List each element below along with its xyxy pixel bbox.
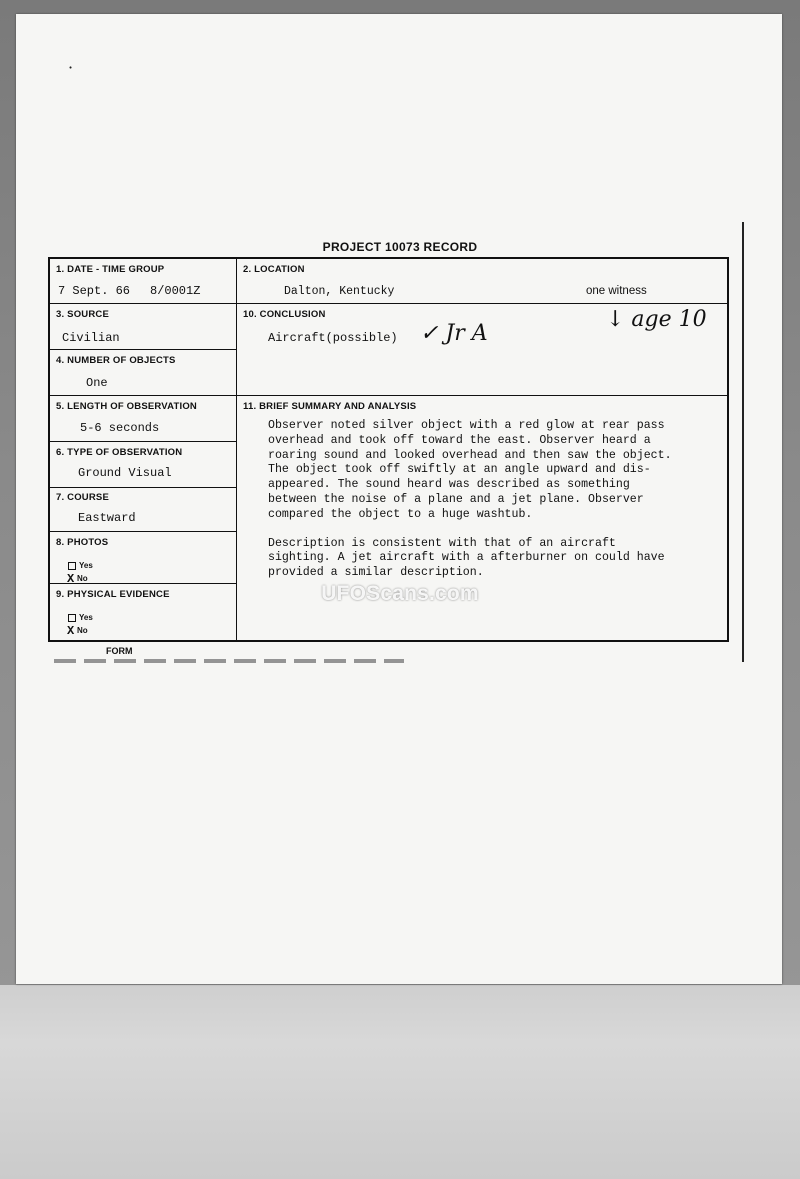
row-divider — [50, 441, 236, 442]
physical-evidence-yes-label: Yes — [79, 613, 93, 622]
physical-evidence-yes-option[interactable] — [68, 613, 93, 622]
location-value: Dalton, Kentucky — [284, 285, 395, 298]
date-value: 7 Sept. 66 — [58, 284, 131, 298]
summary-text — [268, 419, 672, 581]
row-divider — [50, 395, 727, 396]
row-divider — [50, 531, 236, 532]
type-of-observation-value: Ground Visual — [78, 466, 172, 480]
photos-no-mark[interactable]: X — [67, 572, 75, 586]
summary-label: 11. BRIEF SUMMARY AND ANALYSIS — [243, 401, 417, 412]
photos-no-label: No — [77, 574, 88, 584]
time-value: 8/0001Z — [150, 284, 201, 298]
physical-evidence-no-option[interactable] — [67, 624, 88, 638]
physical-evidence-no-label: No — [77, 626, 88, 636]
summary-line: sighting. A jet aircraft with a afterburner on could have — [268, 551, 665, 565]
length-of-observation-label: 5. LENGTH OF OBSERVATION — [56, 401, 197, 412]
source-label: 3. SOURCE — [56, 309, 110, 320]
physical-evidence-yes-checkbox[interactable] — [68, 614, 76, 622]
corner-mark: · — [68, 58, 74, 77]
course-label: 7. COURSE — [56, 492, 110, 503]
handwritten-page-note: ↓ age 10 — [606, 307, 707, 332]
row-divider — [50, 349, 236, 350]
summary-line: between the noise of a plane and a jet plane. Observer — [268, 492, 644, 506]
summary-line: Description is consistent with that of an aircraft — [268, 536, 616, 550]
number-of-objects-label: 4. NUMBER OF OBJECTS — [56, 355, 176, 366]
summary-line: Observer noted silver object with a red glow at rear pass — [268, 419, 665, 432]
handwritten-initials: ✓ Jr A — [420, 321, 488, 346]
conclusion-label: 10. CONCLUSION — [243, 309, 326, 320]
summary-line: The object took off swiftly at an angle upward and dis- — [268, 463, 651, 477]
footer-smudge — [54, 659, 404, 663]
row-divider — [50, 487, 236, 488]
summary-line: roaring sound and looked overhead and then saw the object. — [268, 448, 672, 462]
scanner-bed-strip — [0, 985, 800, 1179]
conclusion-value: Aircraft(possible) — [268, 331, 398, 345]
photos-label: 8. PHOTOS — [56, 537, 109, 548]
type-of-observation-label: 6. TYPE OF OBSERVATION — [56, 447, 183, 458]
length-of-observation-value: 5-6 seconds — [80, 421, 160, 435]
record-title: PROJECT 10073 RECORD — [322, 240, 478, 254]
summary-line: compared the object to a huge washtub. — [268, 507, 533, 521]
photos-yes-option[interactable] — [68, 561, 93, 570]
number-of-objects-value: One — [86, 376, 108, 390]
form-footer-label: FORM — [106, 646, 133, 656]
watermark: UFOScans.com — [321, 582, 479, 605]
witness-note: one witness — [586, 285, 647, 297]
summary-line: appeared. The sound heard was described as something — [268, 478, 630, 492]
row-divider — [50, 303, 727, 304]
photos-yes-label: Yes — [79, 561, 93, 570]
location-label: 2. LOCATION — [243, 264, 305, 275]
summary-line: provided a similar description. — [268, 566, 484, 580]
course-value: Eastward — [78, 511, 136, 525]
physical-evidence-no-mark[interactable]: X — [67, 624, 75, 638]
photos-yes-checkbox[interactable] — [68, 562, 76, 570]
physical-evidence-label: 9. PHYSICAL EVIDENCE — [56, 589, 170, 600]
summary-line: overhead and took off toward the east. Observer heard a — [268, 433, 651, 447]
source-value: Civilian — [62, 331, 120, 345]
date-time-label: 1. DATE - TIME GROUP — [56, 264, 165, 275]
